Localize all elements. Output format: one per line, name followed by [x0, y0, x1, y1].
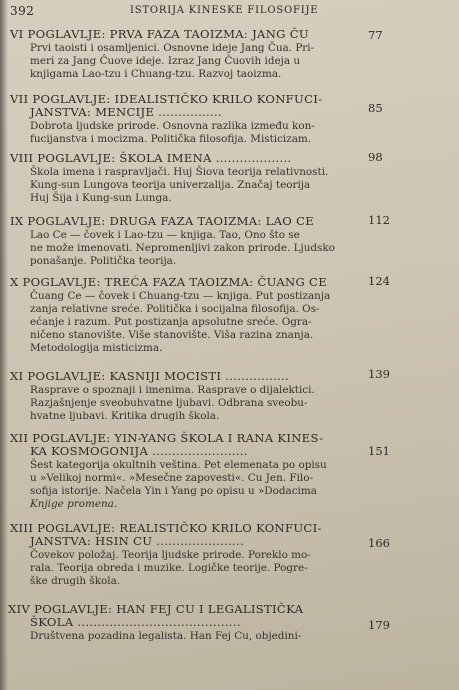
chapter-heading: X POGLAVLJE: TREĆA FAZA TAOIZMA: ČUANG CE	[10, 275, 327, 289]
summary-line: Prvi taoisti i osamljenici. Osnovne ideje Jang Čua. Pri-	[30, 42, 315, 54]
summary-line: Dobrota ljudske prirode. Osnovna razlika između kon-	[30, 120, 315, 132]
chapter-page-number: 151	[368, 444, 390, 458]
summary-line: Kung-sun Lungova teorija univerzalija. Značaj teorija	[30, 179, 311, 191]
summary-line: hvatne ljubavi. Kritika drugih škola.	[30, 410, 220, 422]
summary-line: Rasprave o spoznaji i imenima. Rasprave o dijalektici.	[30, 384, 315, 396]
summary-line: Čuang Ce — čovek i Chuang-tzu — knjiga. Put postizanja	[30, 290, 331, 302]
chapter-heading-cont: ŠKOLA .........................................	[30, 615, 241, 629]
chapter-heading: VI POGLAVLJE: PRVA FAZA TAOIZMA: JANG ČU	[10, 27, 309, 41]
chapter-heading: XIV POGLAVLJE: HAN FEJ CU I LEGALISTIČKA	[8, 602, 304, 616]
chapter-page-number: 98	[368, 150, 383, 164]
summary-line: ne može imenovati. Nepromenljivi zakon prirode. Ljudsko	[30, 242, 335, 254]
summary-line: Metodologija misticizma.	[30, 342, 163, 354]
summary-line: Društvena pozadina legalista. Han Fej Cu, objedini-	[30, 630, 302, 642]
summary-line: ške drugih škola.	[30, 575, 121, 587]
chapter-summary	[30, 630, 360, 643]
summary-line: Huj Šija i Kung-sun Lunga.	[30, 192, 172, 204]
chapter-summary	[30, 42, 360, 81]
summary-line: Čovekov položaj. Teorija ljudske prirode. Poreklo mo-	[30, 549, 311, 561]
summary-line: Škola imena i raspravljači. Huj Šiova teorija relativnosti.	[30, 166, 329, 178]
summary-line: rala. Teorija obreda i muzike. Logičke teorije. Pogre-	[30, 562, 308, 574]
summary-line: ponašanje. Politička teorija.	[30, 255, 177, 267]
chapter-heading-cont: JANSTVA: MENCIJE ................	[30, 105, 222, 119]
chapter-summary	[30, 459, 360, 511]
summary-line: zanja relativne sreće. Politička i socijalna filosofija. Os-	[30, 303, 320, 315]
page-number: 392	[10, 4, 35, 18]
chapter-page-number: 77	[368, 28, 383, 42]
summary-line: fucijanstva i mocizma. Politička filosofija. Misticizam.	[30, 133, 312, 145]
summary-line: u »Velikoj normi«. »Mesečne zapovesti«. Cu Jen. Filo-	[30, 472, 313, 484]
summary-line: meri za Jang Čuove ideje. Izraz Jang Čuovih ideja u	[30, 55, 301, 67]
chapter-summary	[30, 290, 360, 355]
chapter-summary	[30, 384, 360, 423]
chapter-heading: IX POGLAVLJE: DRUGA FAZA TAOIZMA: LAO CE	[10, 214, 315, 228]
summary-line: ničeno stanovište. Više stanovište. Viša razina znanja.	[30, 329, 314, 341]
chapter-heading-cont: JANSTVA: HSIN CU ......................	[30, 534, 244, 548]
chapter-summary	[30, 549, 360, 588]
summary-line: ećanje i razum. Put postizanja apsolutne sreće. Ogra-	[30, 316, 312, 328]
chapter-heading: XI POGLAVLJE: KASNIJI MOCISTI ................	[10, 369, 290, 383]
chapter-page-number: 85	[368, 101, 383, 115]
chapter-summary	[30, 120, 360, 146]
chapter-page-number: 166	[368, 536, 390, 550]
chapter-page-number: 139	[368, 367, 390, 381]
chapter-summary	[30, 229, 360, 268]
chapter-page-number: 179	[368, 618, 390, 632]
chapter-heading: XII POGLAVLJE: YIN-YANG ŠKOLA I RANA KINES-	[10, 431, 324, 445]
chapter-heading: VIII POGLAVLJE: ŠKOLA IMENA ...................	[10, 151, 292, 165]
chapter-summary	[30, 166, 360, 205]
summary-line: Lao Ce — čovek i Lao-tzu — knjiga. Tao, Ono što se	[30, 229, 300, 241]
chapter-page-number: 124	[368, 274, 390, 288]
page-header	[10, 4, 450, 22]
chapter-page-number: 112	[368, 213, 390, 227]
chapter-heading: VII POGLAVLJE: IDEALISTIČKO KRILO KONFUCI-	[10, 92, 323, 106]
chapter-heading-cont: KA KOSMOGONIJA ........................	[30, 444, 248, 458]
summary-line: Šest kategorija okultnih veština. Pet elemenata po opisu	[30, 459, 327, 471]
summary-line: knjigama Lao-tzu i Chuang-tzu. Razvoj taoizma.	[30, 68, 282, 80]
summary-line: Knjige promena.	[30, 498, 118, 510]
chapter-heading: XIII POGLAVLJE: REALISTIČKO KRILO KONFUCI-	[10, 521, 322, 535]
page-edge-shadow	[0, 0, 8, 690]
summary-line: Razjašnjenje sveobuhvatne ljubavi. Odbrana sveobu-	[30, 397, 308, 409]
running-title: ISTORIJA KINESKE FILOSOFIJE	[130, 5, 319, 16]
summary-line: sofija istorije. Načela Yin i Yang po opisu u »Dodacima	[30, 485, 317, 497]
